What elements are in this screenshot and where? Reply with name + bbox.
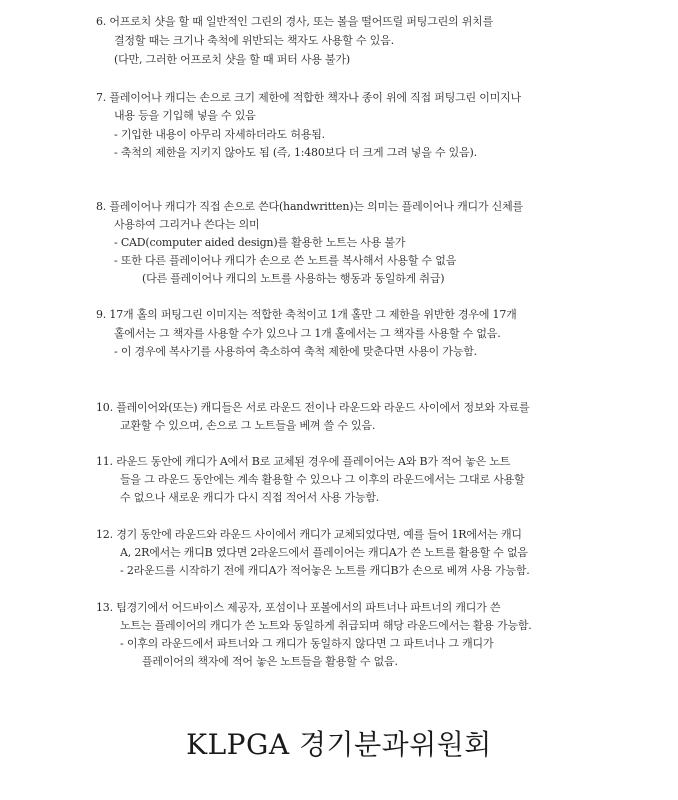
rule-9-line-3: - 이 경우에 복사기를 사용하여 축소하여 축척 제한에 맞춘다면 사용이 가능함. — [114, 345, 477, 358]
rule-11-line-3: 수 없으나 새로운 캐디가 다시 직접 적어서 사용 가능함. — [120, 491, 380, 504]
rule-7-line-1: 7. 플레이어나 캐디는 손으로 크기 제한에 적합한 책자나 종이 위에 직접 퍼팅그린 이미지나 — [96, 91, 521, 104]
footer-organization: KLPGA 경기분과위원회 — [186, 728, 492, 761]
rule-8-line-4: - 또한 다른 플레이어나 캐디가 손으로 쓴 노트를 복사해서 사용할 수 없음 — [114, 254, 457, 267]
rule-7-line-2: 내용 등을 기입해 넣을 수 있음 — [114, 109, 256, 122]
rule-12-line-3: - 2라운드를 시작하기 전에 캐디A가 적어놓은 노트를 캐디B가 손으로 베껴 사용 가능함. — [120, 564, 530, 577]
rule-7-line-4: - 축척의 제한을 지키지 않아도 됨 (즉, 1:480보다 더 크게 그려 넣을 수 있음). — [114, 146, 477, 159]
rule-8-line-5: (다른 플레이어나 캐디의 노트를 사용하는 행동과 동일하게 취급) — [142, 272, 445, 285]
rule-11-line-1: 11. 라운드 동안에 캐디가 A에서 B로 교체된 경우에 플레이어는 A와 B가 적어 놓은 노트 — [96, 455, 511, 468]
rule-12-line-2: A, 2R에서는 캐디B 였다면 2라운드에서 플레이어는 캐디A가 쓴 노트를 활용할 수 없음 — [120, 546, 528, 559]
rule-6-line-2: 결정할 때는 크기나 축척에 위반되는 책자도 사용할 수 있음. — [114, 34, 394, 47]
rule-9-line-1: 9. 17개 홀의 퍼팅그린 이미지는 적합한 축척이고 1개 홀만 그 제한을 위반한 경우에 17개 — [96, 308, 517, 321]
rule-11-line-2: 들을 그 라운드 동안에는 계속 활용할 수 있으나 그 이후의 라운드에서는 그대로 사용할 — [120, 473, 525, 486]
rule-12-line-1: 12. 경기 동안에 라운드와 라운드 사이에서 캐디가 교체되었다면, 예를 들어 1R에서는 캐디 — [96, 528, 522, 541]
rule-13-line-4: 플레이어의 책자에 적어 놓은 노트들을 활용할 수 없음. — [142, 655, 398, 668]
rule-10-line-2: 교환할 수 있으며, 손으로 그 노트들을 베껴 쓸 수 있음. — [120, 419, 376, 432]
rule-7-line-3: - 기입한 내용이 아무리 자세하더라도 허용됨. — [114, 128, 325, 141]
rule-8-line-2: 사용하여 그리거나 쓴다는 의미 — [114, 218, 260, 231]
rule-9-line-2: 홀에서는 그 책자를 사용할 수가 있으나 그 1개 홀에서는 그 책자를 사용할 수 없음. — [114, 327, 501, 340]
rule-8-line-3: - CAD(computer aided design)를 활용한 노트는 사용 불가 — [114, 236, 406, 249]
rule-10-line-1: 10. 플레이어와(또는) 캐디들은 서로 라운드 전이나 라운드와 라운드 사이에서 정보와 자료를 — [96, 401, 530, 414]
rule-6-line-1: 6. 어프로치 샷을 할 때 일반적인 그린의 경사, 또는 볼을 떨어뜨릴 퍼팅그린의 위치를 — [96, 15, 494, 28]
rule-8-line-1: 8. 플레이어나 캐디가 직접 손으로 쓴다(handwritten)는 의미는 플레이어나 캐디가 신체를 — [96, 200, 523, 213]
rule-13-line-1: 13. 팀경기에서 어드바이스 제공자, 포섬이나 포볼에서의 파트너나 파트너의 캐디가 쓴 — [96, 601, 501, 614]
rule-6-line-3: (다만, 그러한 어프로치 샷을 할 때 퍼터 사용 불가) — [114, 53, 350, 66]
rule-13-line-2: 노트는 플레이어의 캐디가 쓴 노트와 동일하게 취급되며 해당 라운드에서는 활용 가능함. — [120, 619, 532, 632]
rule-13-line-3: - 이후의 라운드에서 파트너와 그 캐디가 동일하지 않다면 그 파트너나 그 캐디가 — [120, 637, 494, 650]
